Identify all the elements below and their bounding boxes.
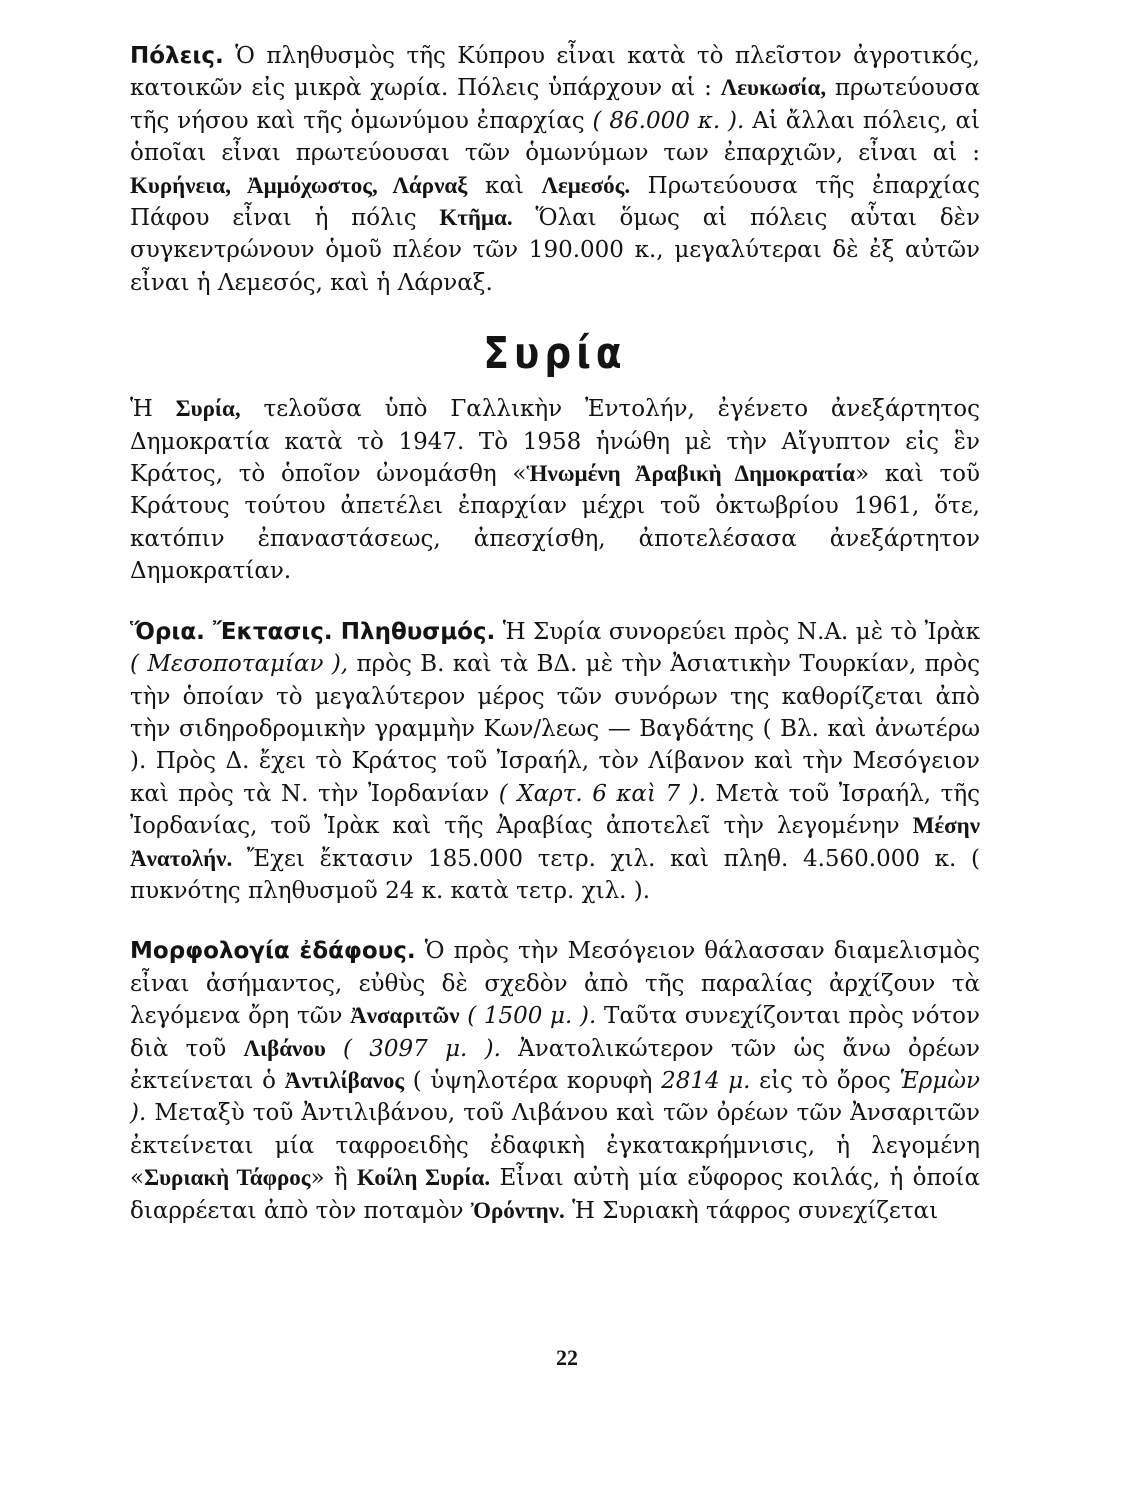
text-run: Ἡ Συρία συνορεύει πρὸς Ν.Α. μὲ τὸ Ἰρὰκ: [495, 618, 981, 645]
term-hermon: Ἑρμὼν ).: [130, 1067, 981, 1127]
text-run: » ἢ: [310, 1165, 357, 1192]
term-syrian-trench: Συριακὴ Τάφρος: [144, 1165, 311, 1191]
text-run: ( ὑψηλοτέρα κορυφὴ: [404, 1067, 662, 1094]
text-run: Πρωτεύουσα τῆς ἐπαρχίας Πάφου εἶναι ἡ πόλις: [130, 172, 981, 232]
cities-lead: Πόλεις.: [130, 43, 224, 69]
term-syria: Συρία,: [175, 396, 241, 422]
text-run: Ὅλαι ὅμως αἱ πόλεις αὗται δὲν συγκεντρώνουν ὁμοῦ πλέον τῶν 190.000 κ., μεγαλύτεραι δὲ ἐξ αὐτῶν εἶναι ἡ Λεμεσός, καὶ ἡ Λάρναξ.: [130, 205, 981, 296]
borders-paragraph: [130, 616, 980, 908]
text-run: » καὶ τοῦ Κράτους τούτου ἀπετέλει ἐπαρχίαν μέχρι τοῦ ὀκτωβρίου 1961, ὅτε, κατόπιν ἐπαναστάσεως, ἀπεσχίσθη, ἀποτελέσασα ἀνεξάρτητον Δημοκρατίαν.: [130, 461, 981, 585]
text-run: Μεταξὺ τοῦ Ἀντιλιβάνου, τοῦ Λιβάνου καὶ τῶν ὀρέων τῶν Ἀνσαριτῶν ἐκτείνεται μία ταφροειδὴς ἐδαφικὴ ἐγκατακρήμνισις, ἡ λεγομένη «: [130, 1100, 980, 1192]
term-antilebanon: Ἀντιλίβανος: [284, 1067, 405, 1093]
text-run: Ὁ πρὸς τὴν Μεσόγειον θάλασσαν διαμελισμὸς εἶναι ἀσήμαντος, εὐθὺς δὲ σχεδὸν ἀπὸ τῆς παραλίας ἀρχίζουν τὰ λεγόμενα ὄρη τῶν: [130, 938, 981, 1030]
city-list: Κυρήνεια, Ἀμμόχωστος, Λάρναξ: [130, 172, 468, 198]
text-run: καὶ: [467, 172, 542, 199]
text-run: [326, 1036, 343, 1062]
mesopotamia-note: ( Μεσοποταμίαν ),: [130, 651, 349, 678]
term-koile-syria: Κοίλη Συρία.: [356, 1165, 491, 1191]
text-run: Μετὰ τοῦ Ἰσραήλ, τῆς Ἰορδανίας, τοῦ Ἰρὰκ καὶ τῆς Ἀραβίας ἀποτελεῖ τὴν λεγομένην: [130, 780, 980, 840]
elevation-lebanon: ( 3097 μ. ).: [343, 1035, 501, 1062]
elevation-ansarites: ( 1500 μ. ).: [467, 1003, 597, 1030]
text-run: Εἶναι αὐτὴ μία εὔφορος κοιλάς, ἡ ὁποία διαρρέεται ἀπὸ τὸν ποταμὸν: [130, 1165, 980, 1224]
term-uar: Ἡνωμένη Ἀραβικὴ Δημοκρατία: [526, 461, 856, 487]
city-lemesos: Λεμεσός.: [541, 172, 631, 198]
population-note: ( 86.000 κ. ).: [592, 107, 745, 134]
text-run: εἰς τὸ ὄρος: [750, 1067, 900, 1094]
text-run: Ἡ: [130, 396, 176, 423]
text-run: Ἔχει ἔκτασιν 185.000 τετρ. χιλ. καὶ πληθ. 4.560.000 κ. ( πυκνότης πληθυσμοῦ 24 κ. κατὰ τετρ. χιλ. ).: [130, 845, 980, 904]
text-run: Ἀνατολικώτερον τῶν ὡς ἄνω ὀρέων ἐκτείνεται ὁ: [130, 1035, 981, 1094]
text-run: Ταῦτα συνεχίζονται πρὸς νότον διὰ τοῦ: [130, 1003, 980, 1062]
section-title: Συρία: [483, 328, 627, 380]
text-run: Αἱ ἄλλαι πόλεις, αἱ ὁποῖαι εἶναι πρωτεύουσαι τῶν ὁμωνύμων των ἐπαρχιῶν, εἶναι αἱ :: [130, 107, 980, 167]
term-middle-east: Μέσην Ἀνατολήν.: [130, 813, 980, 871]
text-run: πρωτεύουσα τῆς νήσου καὶ τῆς ὁμωνύμου ἐπαρχίας: [130, 75, 981, 134]
page-number: 22: [556, 1345, 578, 1370]
morphology-paragraph: [130, 935, 980, 1227]
cities-paragraph: [130, 40, 980, 299]
text-run: τελοῦσα ὑπὸ Γαλλικὴν Ἐντολήν, ἐγένετο ἀνεξάρτητος Δημοκρατία κατὰ τὸ 1947. Τὸ 1958 ἡνώθη μὲ τὴν Αἴγυπτον εἰς ἓν Κράτος, τὸ ὁποῖον ὠνομάσθη «: [130, 396, 980, 488]
term-lebanon: Λιβάνου: [243, 1035, 326, 1061]
map-reference: ( Χαρτ. 6 καὶ 7 ).: [498, 780, 706, 807]
text-run: πρὸς Β. καὶ τὰ ΒΔ. μὲ τὴν Ἀσιατικὴν Τουρκίαν, πρὸς τὴν ὁποίαν τὸ μεγαλύτερον μέρος τῶν συνόρων της καθορίζεται ἀπὸ τὴν σιδηροδρομικὴν γραμμὴν Κων/λεως — Βαγδάτης ( Βλ. καὶ ἀνωτέρω ). Πρὸς Δ. ἔχει τὸ Κράτος τοῦ Ἰσραήλ, τὸν Λίβανον καὶ τὴν Μεσόγειον καὶ πρὸς τὰ Ν. τὴν Ἰορδανίαν: [130, 651, 980, 807]
text-run: Ἡ Συριακὴ τάφρος συνεχίζεται: [564, 1197, 939, 1224]
city-ktima: Κτῆμα.: [439, 205, 513, 231]
city-lefkosia: Λευκωσία,: [720, 75, 827, 101]
term-orontes: Ὀρόντην.: [470, 1197, 565, 1223]
text-run: Ὁ πληθυσμὸς τῆς Κύπρου εἶναι κατὰ τὸ πλεῖστον ἀγροτικός, κατοικῶν εἰς μικρὰ χωρία. Πόλεις ὑπάρχουν αἱ :: [130, 43, 980, 102]
morphology-lead: Μορφολογία ἐδάφους.: [130, 938, 416, 965]
elevation-antilebanon: 2814 μ.: [661, 1067, 751, 1094]
term-ansarites: Ἀνσαριτῶν: [350, 1003, 460, 1029]
syria-intro-paragraph: [130, 393, 980, 587]
borders-lead: Ὅρια. Ἔκτασις. Πληθυσμός.: [130, 618, 496, 645]
page-body: [130, 40, 980, 1227]
